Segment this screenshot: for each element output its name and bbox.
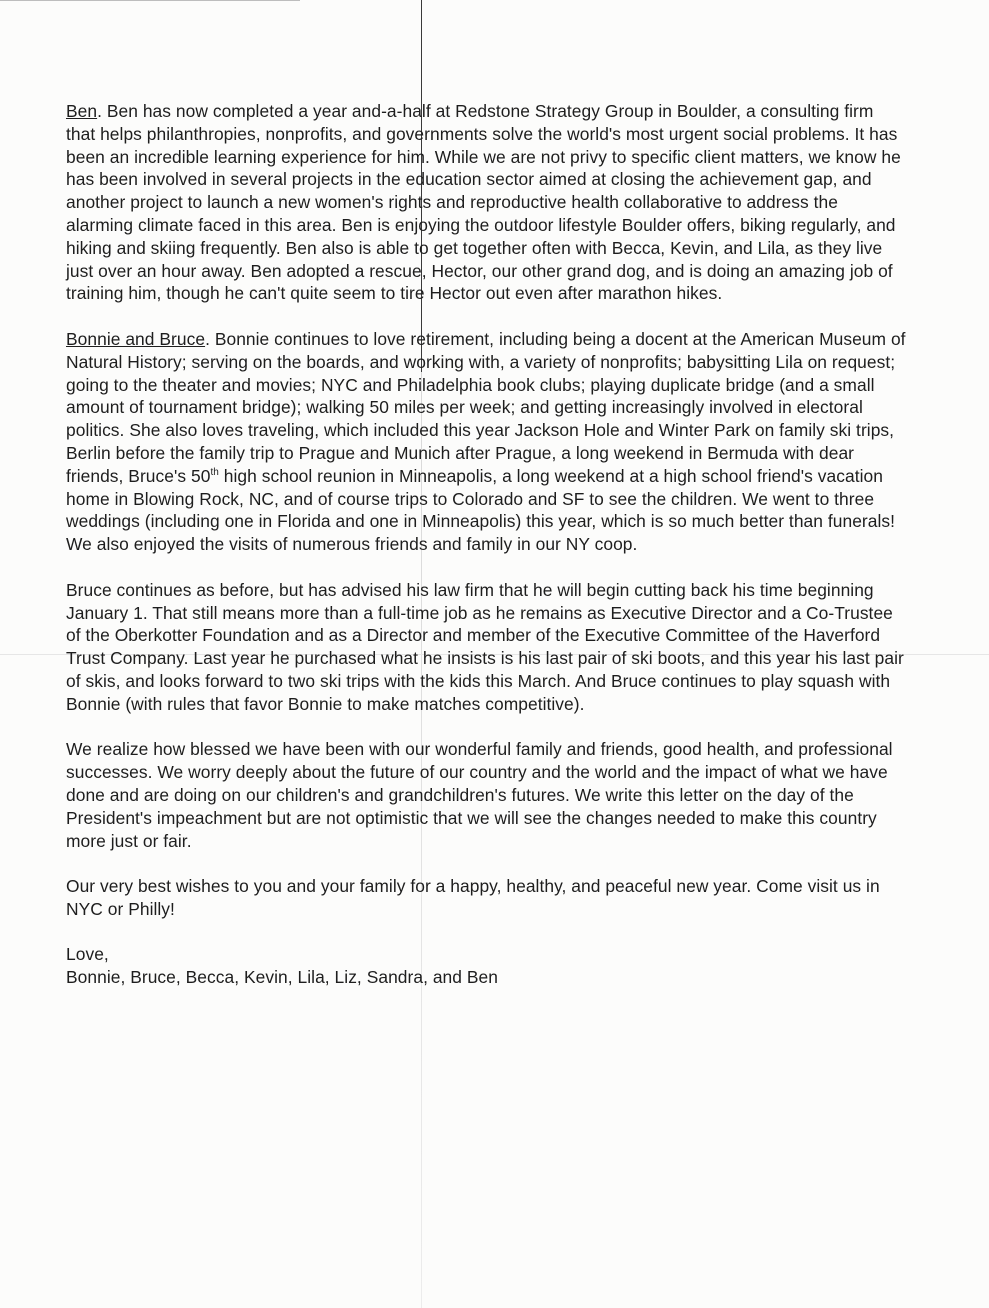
paragraph-ben: [66, 100, 906, 305]
heading-bonnie-and-bruce: Bonnie and Bruce: [66, 328, 206, 349]
closing-salutation: Love,: [66, 944, 109, 965]
paragraph-wishes: Our very best wishes to you and your family for a happy, healthy, and peaceful new year. Come visit us in NYC or Philly!: [66, 876, 880, 919]
letter-body: [66, 100, 906, 989]
heading-ben: Ben: [66, 101, 98, 121]
paragraph-bonnie-and-bruce: [66, 328, 906, 556]
ben-text: . Ben has now completed a year and-a-half at Redstone Strategy Group in Boulder, a consulting firm that helps philanthropies, nonprofits, and governments solve the world's most urgent social problems. It has been an incredible learning experience for him. While we are not privy to specific client matters, we know he has been involved in several projects in the education sector aimed at closing the achievement gap, and another project to launch a new women's rights and reproductive health collaborative to address the alarming climate faced in this area. Ben is enjoying the outdoor lifestyle Boulder offers, biking regularly, and hiking and skiing frequently. Ben also is able to get together often with Becca, Kevin, and Lila, as they live just over an hour away. Ben adopted a rescue, Hector, our other grand dog, and is doing an amazing job of training him, though he can't quite seem to tire Hector out even after marathon hikes.: [66, 101, 901, 304]
paragraph-bruce: Bruce continues as before, but has advised his law firm that he will begin cutting back his time beginning January 1. That still means more than a full-time job as he remains as Executive Director and a Co-Trustee of the Oberkotter Foundation and as a Director and member of the Executive Committee of the Haverford Trust Company. Last year he purchased what he insists is his last pair of ski boots, and this year his last pair of skis, and looks forward to two ski trips with the kids this March. And Bruce continues to play squash with Bonnie (with rules that favor Bonnie to make matches competitive).: [66, 579, 904, 714]
ordinal-superscript: th: [210, 466, 219, 478]
paper-top-edge: [0, 0, 300, 1]
paragraph-reflection: We realize how blessed we have been with our wonderful family and friends, good health, and professional successes. We worry deeply about the future of our country and the world and the impact of what we have done and are doing on our children's and grandchildren's futures. We write this letter on the day of the President's impeachment but are not optimistic that we will see the changes needed to make this country more just or fair.: [66, 739, 893, 851]
bonnie-text-part-1: . Bonnie continues to love retirement, including being a docent at the American Museum of Natural History; serving on the boards, and working with, a variety of nonprofits; babysitting Lila on request; going to the theater and movies; NYC and Philadelphia book clubs; playing duplicate bridge (and a small amount of tournament bridge); walking 50 miles per week; and getting increasingly involved in electoral politics. She also loves traveling, which included this year Jackson Hole and Winter Park on family ski trips, Berlin before the family trip to Prague and Munich after Prague, a long weekend in Bermuda with dear friends, Bruce's 50: [66, 328, 906, 486]
signature-names: Bonnie, Bruce, Becca, Kevin, Lila, Liz, Sandra, and Ben: [66, 967, 498, 988]
bonnie-text-part-2: high school reunion in Minneapolis, a long weekend at a high school friend's vacation home in Blowing Rock, NC, and of course trips to Colorado and SF to see the children. We went to three weddings (including one in Florida and one in Minneapolis) this year, which is so much better than funerals! We also enjoyed the visits of numerous friends and family in our NY coop.: [66, 465, 896, 555]
